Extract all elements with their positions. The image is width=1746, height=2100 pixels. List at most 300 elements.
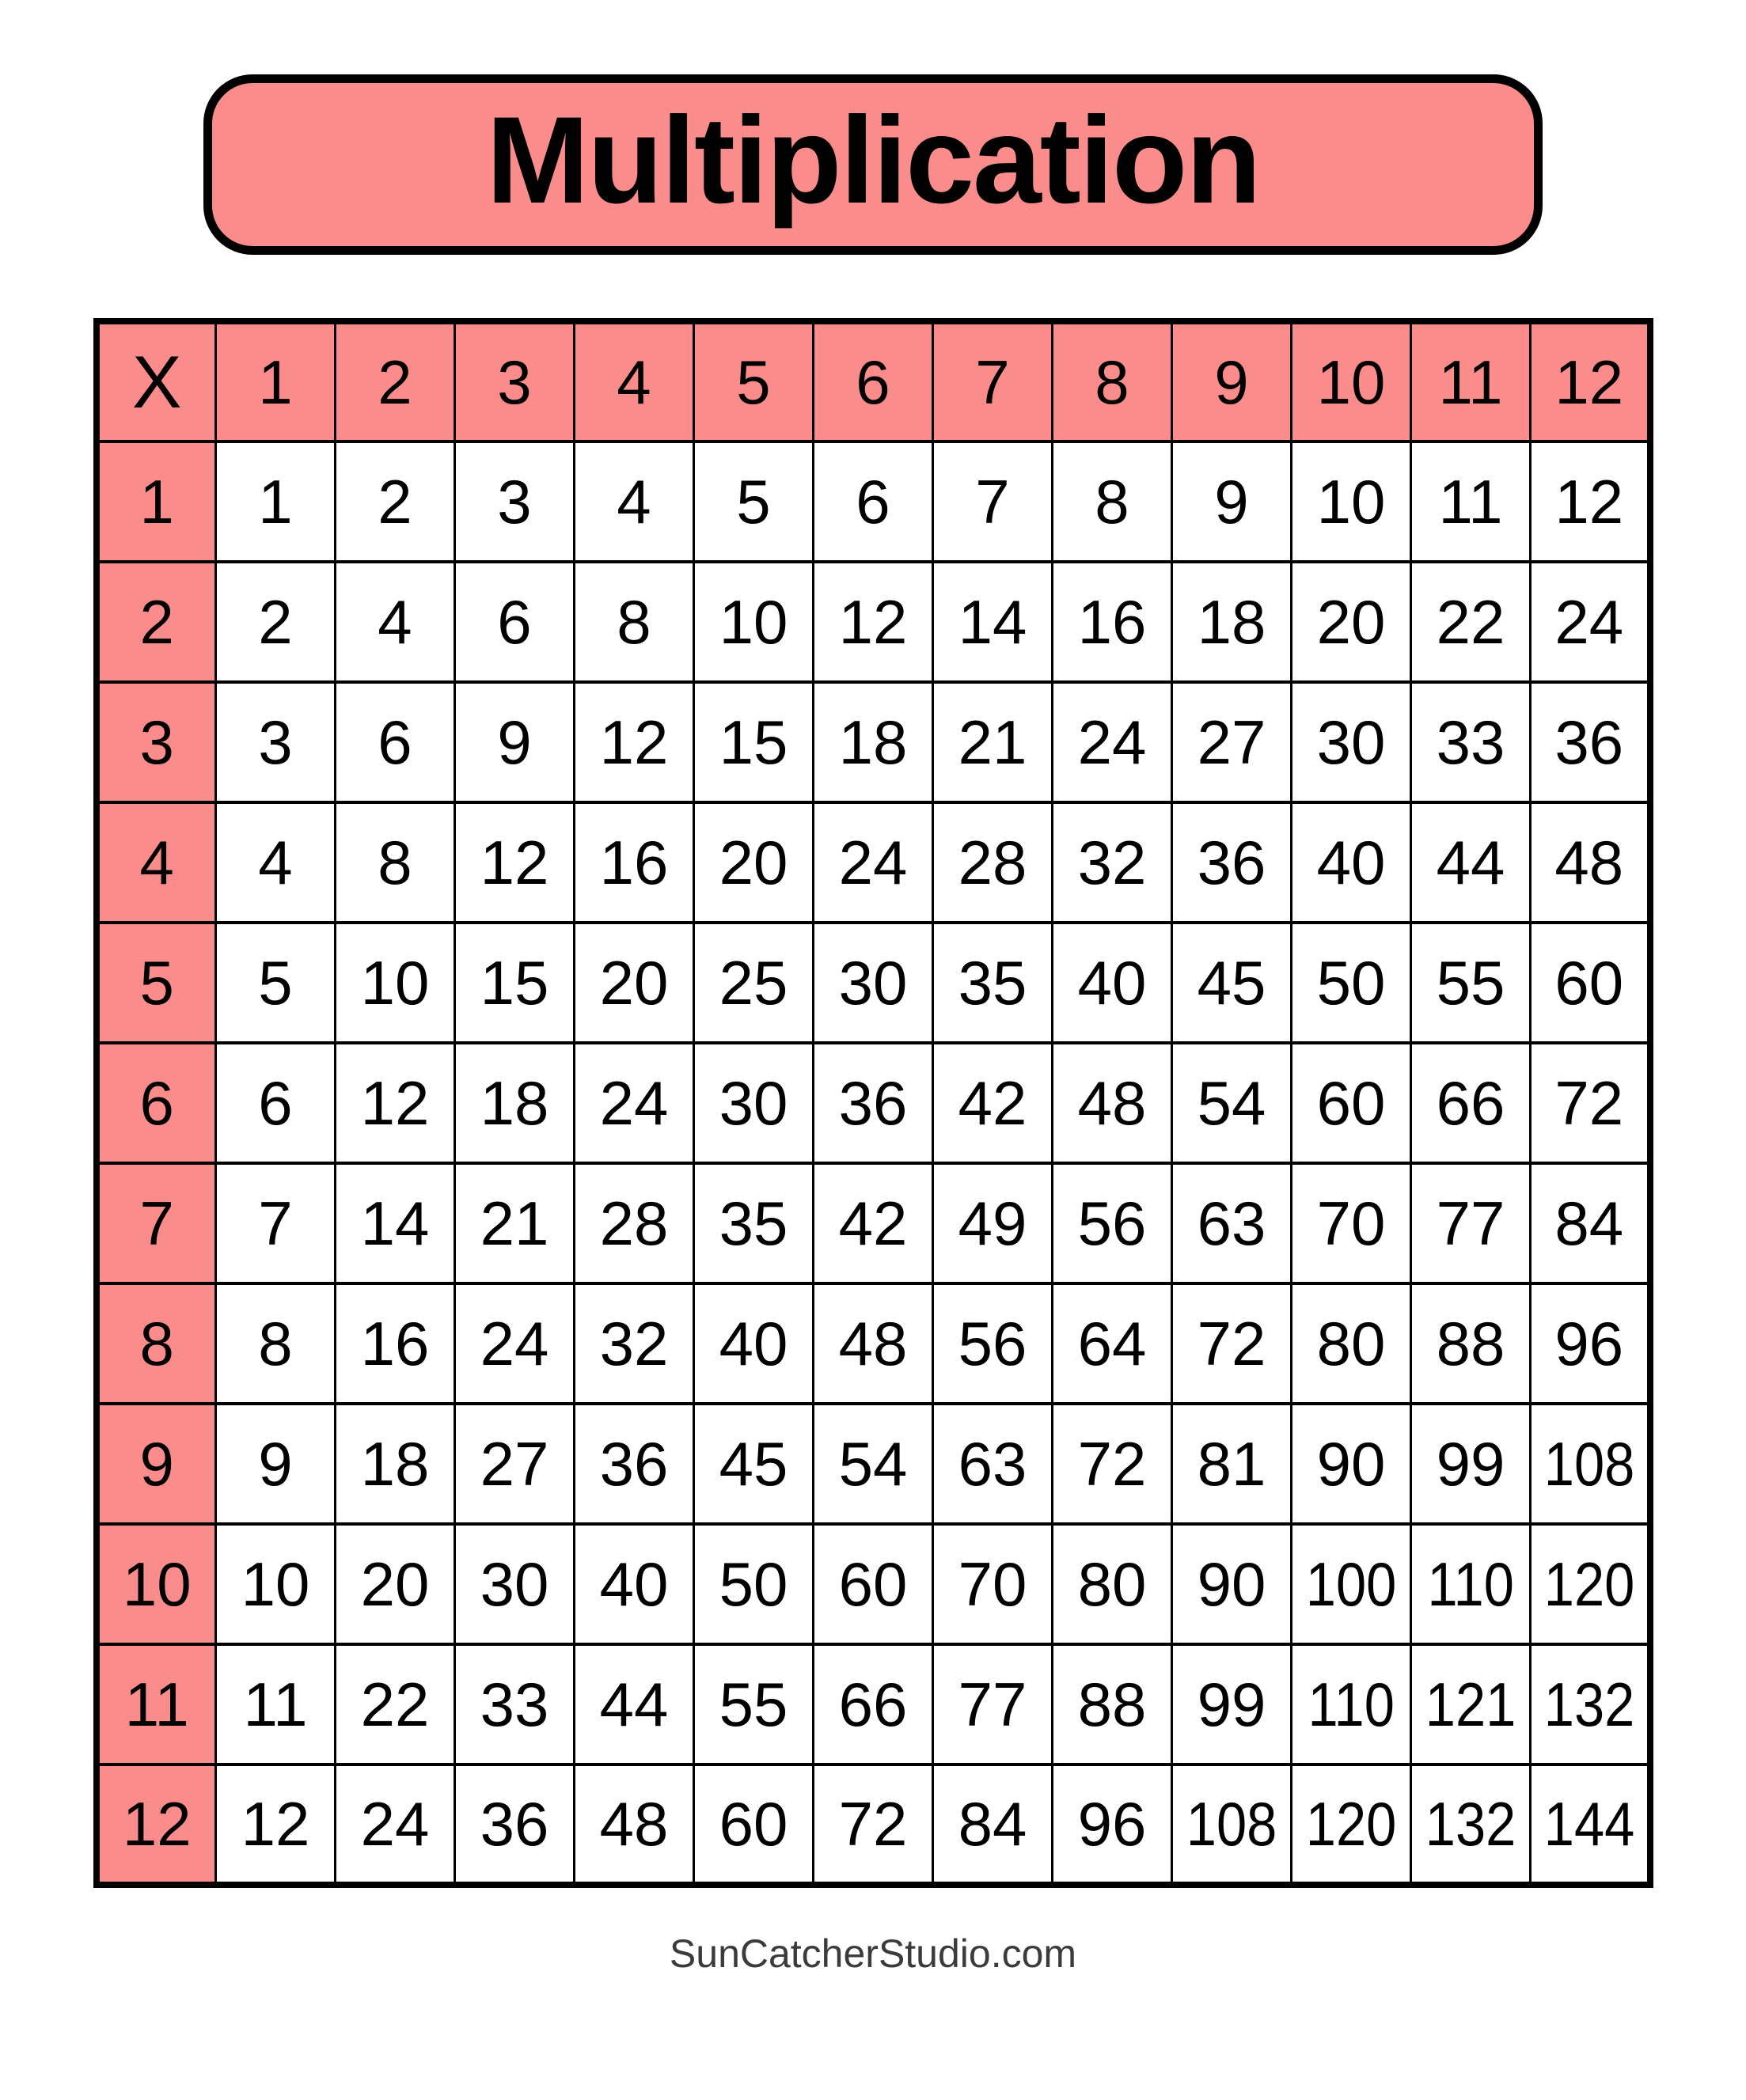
- title-banner: [203, 74, 1543, 255]
- product-cell-12x7-label: 84: [958, 1789, 1027, 1859]
- product-cell-7x1-label: 7: [258, 1188, 293, 1258]
- product-cell-11x1: [216, 1644, 336, 1765]
- product-cell-3x11-label: 33: [1436, 707, 1505, 777]
- product-cell-8x8-label: 64: [1077, 1309, 1147, 1378]
- product-cell-1x2-label: 2: [378, 467, 412, 536]
- product-cell-10x5-label: 50: [719, 1549, 788, 1619]
- product-cell-12x1: [216, 1765, 336, 1885]
- product-cell-7x5-label: 35: [719, 1188, 788, 1258]
- column-header-1: [216, 321, 336, 442]
- product-cell-6x5: [694, 1043, 814, 1163]
- product-cell-9x6-label: 54: [838, 1429, 908, 1499]
- row-header-2-label: 2: [139, 587, 174, 657]
- product-cell-8x6: [814, 1283, 933, 1404]
- product-cell-10x9: [1172, 1524, 1292, 1644]
- product-cell-9x5: [694, 1404, 814, 1524]
- product-cell-7x10-label: 70: [1316, 1188, 1386, 1258]
- product-cell-4x9-label: 36: [1197, 828, 1266, 897]
- product-cell-9x1: [216, 1404, 336, 1524]
- product-cell-4x1: [216, 802, 336, 923]
- product-cell-2x6: [814, 562, 933, 682]
- product-cell-6x11: [1411, 1043, 1531, 1163]
- product-cell-3x8-label: 24: [1077, 707, 1147, 777]
- product-cell-1x5: [694, 442, 814, 562]
- product-cell-2x12: [1531, 562, 1650, 682]
- product-cell-6x1-label: 6: [258, 1068, 293, 1138]
- table-row-3: [97, 682, 1650, 802]
- product-cell-2x12-label: 24: [1554, 587, 1624, 657]
- product-cell-4x8-label: 32: [1077, 828, 1147, 897]
- product-cell-6x8-label: 48: [1077, 1068, 1147, 1138]
- column-header-9: [1172, 321, 1292, 442]
- product-cell-10x1-label: 10: [241, 1549, 310, 1619]
- column-header-7: [933, 321, 1053, 442]
- product-cell-5x3-label: 15: [480, 948, 549, 1018]
- product-cell-3x12: [1531, 682, 1650, 802]
- product-cell-3x1: [216, 682, 336, 802]
- row-header-8: [97, 1283, 216, 1404]
- product-cell-2x4-label: 8: [617, 587, 651, 657]
- row-header-8-label: 8: [139, 1309, 174, 1378]
- row-header-3: [97, 682, 216, 802]
- product-cell-12x4: [575, 1765, 694, 1885]
- product-cell-11x12: [1531, 1644, 1650, 1765]
- product-cell-7x4-label: 28: [599, 1188, 669, 1258]
- product-cell-11x7: [933, 1644, 1053, 1765]
- product-cell-12x11: [1411, 1765, 1531, 1885]
- product-cell-12x2: [336, 1765, 455, 1885]
- product-cell-3x3: [455, 682, 575, 802]
- product-cell-1x7: [933, 442, 1053, 562]
- row-header-1-label: 1: [139, 467, 174, 536]
- table-row-7: [97, 1163, 1650, 1283]
- row-header-7: [97, 1163, 216, 1283]
- product-cell-10x8: [1053, 1524, 1172, 1644]
- product-cell-5x5-label: 25: [719, 948, 788, 1018]
- product-cell-2x8: [1053, 562, 1172, 682]
- row-header-5-label: 5: [139, 948, 174, 1018]
- table-row-2: [97, 562, 1650, 682]
- product-cell-8x10: [1292, 1283, 1411, 1404]
- product-cell-12x6: [814, 1765, 933, 1885]
- product-cell-7x11: [1411, 1163, 1531, 1283]
- product-cell-10x11: [1411, 1524, 1531, 1644]
- product-cell-3x12-label: 36: [1554, 707, 1624, 777]
- product-cell-1x7-label: 7: [975, 467, 1010, 536]
- product-cell-12x3-label: 36: [480, 1789, 549, 1859]
- product-cell-6x12: [1531, 1043, 1650, 1163]
- product-cell-4x3: [455, 802, 575, 923]
- column-header-5-label: 5: [736, 347, 771, 417]
- table-row-8: [97, 1283, 1650, 1404]
- product-cell-5x5: [694, 923, 814, 1043]
- row-header-7-label: 7: [139, 1188, 174, 1258]
- product-cell-5x6-label: 30: [838, 948, 908, 1018]
- product-cell-11x11: [1411, 1644, 1531, 1765]
- product-cell-1x9: [1172, 442, 1292, 562]
- product-cell-2x2: [336, 562, 455, 682]
- product-cell-6x7-label: 42: [958, 1068, 1027, 1138]
- product-cell-12x9: [1172, 1765, 1292, 1885]
- table-row-4: [97, 802, 1650, 923]
- product-cell-1x8: [1053, 442, 1172, 562]
- column-header-12: [1531, 321, 1650, 442]
- product-cell-7x11-label: 77: [1436, 1188, 1505, 1258]
- product-cell-8x4-label: 32: [599, 1309, 669, 1378]
- product-cell-10x12: [1531, 1524, 1650, 1644]
- product-cell-4x2-label: 8: [378, 828, 412, 897]
- product-cell-12x7: [933, 1765, 1053, 1885]
- product-cell-5x10-label: 50: [1316, 948, 1386, 1018]
- product-cell-2x5-label: 10: [719, 587, 788, 657]
- product-cell-10x6: [814, 1524, 933, 1644]
- product-cell-11x4-label: 44: [599, 1670, 669, 1739]
- product-cell-4x7-label: 28: [958, 828, 1027, 897]
- column-header-7-label: 7: [975, 347, 1010, 417]
- product-cell-5x9: [1172, 923, 1292, 1043]
- product-cell-5x1: [216, 923, 336, 1043]
- product-cell-4x10: [1292, 802, 1411, 923]
- product-cell-9x9-label: 81: [1197, 1429, 1266, 1499]
- product-cell-6x10-label: 60: [1316, 1068, 1386, 1138]
- product-cell-9x9: [1172, 1404, 1292, 1524]
- product-cell-6x3-label: 18: [480, 1068, 549, 1138]
- product-cell-12x5: [694, 1765, 814, 1885]
- product-cell-7x12-label: 84: [1554, 1188, 1624, 1258]
- product-cell-1x2: [336, 442, 455, 562]
- product-cell-12x5-label: 60: [719, 1789, 788, 1859]
- product-cell-5x9-label: 45: [1197, 948, 1266, 1018]
- table-row-11: [97, 1644, 1650, 1765]
- product-cell-5x7: [933, 923, 1053, 1043]
- product-cell-4x12-label: 48: [1554, 828, 1624, 897]
- product-cell-7x9-label: 63: [1197, 1188, 1266, 1258]
- product-cell-1x10-label: 10: [1316, 467, 1386, 536]
- product-cell-12x10: [1292, 1765, 1411, 1885]
- column-header-6: [814, 321, 933, 442]
- product-cell-1x11: [1411, 442, 1531, 562]
- product-cell-9x11-label: 99: [1436, 1429, 1505, 1499]
- product-cell-5x6: [814, 923, 933, 1043]
- product-cell-7x5: [694, 1163, 814, 1283]
- product-cell-12x9-label: 108: [1186, 1789, 1277, 1859]
- product-cell-3x2-label: 6: [378, 707, 412, 777]
- product-cell-7x1: [216, 1163, 336, 1283]
- row-header-2: [97, 562, 216, 682]
- row-header-12: [97, 1765, 216, 1885]
- product-cell-7x8: [1053, 1163, 1172, 1283]
- table-row-10: [97, 1524, 1650, 1644]
- product-cell-5x8: [1053, 923, 1172, 1043]
- product-cell-11x2-label: 22: [360, 1670, 430, 1739]
- product-cell-7x4: [575, 1163, 694, 1283]
- row-header-6-label: 6: [139, 1068, 174, 1138]
- product-cell-4x11: [1411, 802, 1531, 923]
- product-cell-8x7-label: 56: [958, 1309, 1027, 1378]
- product-cell-10x7: [933, 1524, 1053, 1644]
- product-cell-1x3-label: 3: [497, 467, 532, 536]
- product-cell-2x11: [1411, 562, 1531, 682]
- product-cell-8x8: [1053, 1283, 1172, 1404]
- product-cell-3x4: [575, 682, 694, 802]
- product-cell-2x2-label: 4: [378, 587, 412, 657]
- column-header-3-label: 3: [497, 347, 532, 417]
- table-row-1: [97, 442, 1650, 562]
- column-header-2-label: 2: [378, 347, 412, 417]
- product-cell-11x3-label: 33: [480, 1670, 549, 1739]
- product-cell-8x3-label: 24: [480, 1309, 549, 1378]
- product-cell-7x2: [336, 1163, 455, 1283]
- product-cell-5x11-label: 55: [1436, 948, 1505, 1018]
- product-cell-11x6: [814, 1644, 933, 1765]
- product-cell-8x12: [1531, 1283, 1650, 1404]
- product-cell-11x8-label: 88: [1077, 1670, 1147, 1739]
- product-cell-9x5-label: 45: [719, 1429, 788, 1499]
- product-cell-8x12-label: 96: [1554, 1309, 1624, 1378]
- product-cell-11x7-label: 77: [958, 1670, 1027, 1739]
- column-header-11-label: 11: [1438, 347, 1503, 417]
- product-cell-4x3-label: 12: [480, 828, 549, 897]
- product-cell-5x12: [1531, 923, 1650, 1043]
- table-row-9: [97, 1404, 1650, 1524]
- product-cell-11x9-label: 99: [1197, 1670, 1266, 1739]
- product-cell-3x3-label: 9: [497, 707, 532, 777]
- product-cell-4x1-label: 4: [258, 828, 293, 897]
- column-header-11: [1411, 321, 1531, 442]
- product-cell-4x5-label: 20: [719, 828, 788, 897]
- column-header-10-label: 10: [1316, 347, 1386, 417]
- footer-credit: SunCatcherStudio.com: [669, 1931, 1077, 1976]
- product-cell-10x10: [1292, 1524, 1411, 1644]
- product-cell-2x4: [575, 562, 694, 682]
- product-cell-7x6-label: 42: [838, 1188, 908, 1258]
- product-cell-2x7: [933, 562, 1053, 682]
- product-cell-3x5: [694, 682, 814, 802]
- product-cell-11x2: [336, 1644, 455, 1765]
- product-cell-6x12-label: 72: [1554, 1068, 1624, 1138]
- product-cell-12x2-label: 24: [360, 1789, 430, 1859]
- product-cell-9x4-label: 36: [599, 1429, 669, 1499]
- product-cell-11x5: [694, 1644, 814, 1765]
- product-cell-2x3-label: 6: [497, 587, 532, 657]
- column-header-1-label: 1: [258, 347, 293, 417]
- product-cell-7x3-label: 21: [480, 1188, 549, 1258]
- product-cell-4x4-label: 16: [599, 828, 669, 897]
- product-cell-1x1: [216, 442, 336, 562]
- product-cell-7x10: [1292, 1163, 1411, 1283]
- product-cell-10x10-label: 100: [1305, 1549, 1397, 1619]
- product-cell-2x9-label: 18: [1197, 587, 1266, 657]
- column-header-4-label: 4: [617, 347, 651, 417]
- product-cell-10x2: [336, 1524, 455, 1644]
- product-cell-6x5-label: 30: [719, 1068, 788, 1138]
- product-cell-7x6: [814, 1163, 933, 1283]
- column-header-4: [575, 321, 694, 442]
- product-cell-9x10-label: 90: [1316, 1429, 1386, 1499]
- product-cell-6x2: [336, 1043, 455, 1163]
- product-cell-3x2: [336, 682, 455, 802]
- row-header-9: [97, 1404, 216, 1524]
- product-cell-3x11: [1411, 682, 1531, 802]
- product-cell-8x1-label: 8: [258, 1309, 293, 1378]
- product-cell-9x10: [1292, 1404, 1411, 1524]
- product-cell-5x3: [455, 923, 575, 1043]
- product-cell-1x9-label: 9: [1214, 467, 1249, 536]
- product-cell-7x8-label: 56: [1077, 1188, 1147, 1258]
- product-cell-10x12-label: 120: [1543, 1549, 1635, 1619]
- product-cell-3x10: [1292, 682, 1411, 802]
- product-cell-9x8-label: 72: [1077, 1429, 1147, 1499]
- product-cell-8x1: [216, 1283, 336, 1404]
- product-cell-10x7-label: 70: [958, 1549, 1027, 1619]
- page-title: Multiplication: [486, 92, 1260, 229]
- table-row-6: [97, 1043, 1650, 1163]
- product-cell-1x6-label: 6: [856, 467, 890, 536]
- product-cell-12x6-label: 72: [838, 1789, 908, 1859]
- product-cell-8x2: [336, 1283, 455, 1404]
- product-cell-3x6: [814, 682, 933, 802]
- row-header-6: [97, 1043, 216, 1163]
- product-cell-7x9: [1172, 1163, 1292, 1283]
- product-cell-7x3: [455, 1163, 575, 1283]
- product-cell-2x10-label: 20: [1316, 587, 1386, 657]
- product-cell-8x5-label: 40: [719, 1309, 788, 1378]
- product-cell-1x4-label: 4: [617, 467, 651, 536]
- product-cell-4x5: [694, 802, 814, 923]
- product-cell-3x9: [1172, 682, 1292, 802]
- product-cell-1x5-label: 5: [736, 467, 771, 536]
- product-cell-9x12: [1531, 1404, 1650, 1524]
- product-cell-10x6-label: 60: [838, 1549, 908, 1619]
- table-row-12: [97, 1765, 1650, 1885]
- product-cell-9x11: [1411, 1404, 1531, 1524]
- product-cell-9x3-label: 27: [480, 1429, 549, 1499]
- header-row: [97, 321, 1650, 442]
- product-cell-4x4: [575, 802, 694, 923]
- product-cell-11x4: [575, 1644, 694, 1765]
- product-cell-7x12: [1531, 1163, 1650, 1283]
- column-header-6-label: 6: [856, 347, 890, 417]
- product-cell-1x11-label: 11: [1438, 467, 1503, 536]
- product-cell-1x8-label: 8: [1095, 467, 1129, 536]
- product-cell-6x1: [216, 1043, 336, 1163]
- product-cell-1x12-label: 12: [1554, 467, 1624, 536]
- product-cell-8x2-label: 16: [360, 1309, 430, 1378]
- product-cell-7x7-label: 49: [958, 1188, 1027, 1258]
- product-cell-7x2-label: 14: [360, 1188, 430, 1258]
- product-cell-11x8: [1053, 1644, 1172, 1765]
- product-cell-5x2: [336, 923, 455, 1043]
- product-cell-8x3: [455, 1283, 575, 1404]
- product-cell-4x8: [1053, 802, 1172, 923]
- product-cell-8x5: [694, 1283, 814, 1404]
- product-cell-11x6-label: 66: [838, 1670, 908, 1739]
- product-cell-3x10-label: 30: [1316, 707, 1386, 777]
- product-cell-11x3: [455, 1644, 575, 1765]
- product-cell-12x1-label: 12: [241, 1789, 310, 1859]
- product-cell-10x9-label: 90: [1197, 1549, 1266, 1619]
- product-cell-5x1-label: 5: [258, 948, 293, 1018]
- product-cell-9x2-label: 18: [360, 1429, 430, 1499]
- product-cell-12x3: [455, 1765, 575, 1885]
- product-cell-6x4: [575, 1043, 694, 1163]
- product-cell-2x10: [1292, 562, 1411, 682]
- product-cell-5x10: [1292, 923, 1411, 1043]
- row-header-9-label: 9: [139, 1429, 174, 1499]
- product-cell-6x11-label: 66: [1436, 1068, 1505, 1138]
- row-header-10-label: 10: [122, 1549, 192, 1619]
- product-cell-8x9-label: 72: [1197, 1309, 1266, 1378]
- product-cell-8x7: [933, 1283, 1053, 1404]
- product-cell-9x12-label: 108: [1543, 1429, 1635, 1499]
- product-cell-2x6-label: 12: [838, 587, 908, 657]
- product-cell-12x12-label: 144: [1543, 1789, 1635, 1859]
- product-cell-8x10-label: 80: [1316, 1309, 1386, 1378]
- product-cell-10x3: [455, 1524, 575, 1644]
- column-header-12-label: 12: [1554, 347, 1624, 417]
- row-header-4: [97, 802, 216, 923]
- product-cell-9x4: [575, 1404, 694, 1524]
- product-cell-3x8: [1053, 682, 1172, 802]
- product-cell-9x7-label: 63: [958, 1429, 1027, 1499]
- row-header-3-label: 3: [139, 707, 174, 777]
- product-cell-5x4-label: 20: [599, 948, 669, 1018]
- product-cell-6x4-label: 24: [599, 1068, 669, 1138]
- product-cell-12x11-label: 132: [1425, 1789, 1516, 1859]
- product-cell-5x12-label: 60: [1554, 948, 1624, 1018]
- row-header-12-label: 12: [122, 1789, 192, 1859]
- product-cell-2x5: [694, 562, 814, 682]
- product-cell-11x9: [1172, 1644, 1292, 1765]
- product-cell-3x5-label: 15: [719, 707, 788, 777]
- column-header-5: [694, 321, 814, 442]
- product-cell-3x4-label: 12: [599, 707, 669, 777]
- product-cell-8x11: [1411, 1283, 1531, 1404]
- product-cell-3x7: [933, 682, 1053, 802]
- column-header-9-label: 9: [1214, 347, 1249, 417]
- product-cell-4x10-label: 40: [1316, 828, 1386, 897]
- column-header-10: [1292, 321, 1411, 442]
- product-cell-12x8-label: 96: [1077, 1789, 1147, 1859]
- product-cell-6x7: [933, 1043, 1053, 1163]
- product-cell-8x9: [1172, 1283, 1292, 1404]
- product-cell-2x7-label: 14: [958, 587, 1027, 657]
- row-header-10: [97, 1524, 216, 1644]
- product-cell-1x12: [1531, 442, 1650, 562]
- product-cell-11x10: [1292, 1644, 1411, 1765]
- product-cell-10x5: [694, 1524, 814, 1644]
- row-header-5: [97, 923, 216, 1043]
- product-cell-10x11-label: 110: [1427, 1549, 1514, 1619]
- product-cell-7x7: [933, 1163, 1053, 1283]
- multiplication-table: [93, 318, 1653, 1888]
- product-cell-9x2: [336, 1404, 455, 1524]
- product-cell-8x4: [575, 1283, 694, 1404]
- product-cell-6x6-label: 36: [838, 1068, 908, 1138]
- product-cell-11x10-label: 110: [1308, 1670, 1395, 1739]
- product-cell-6x2-label: 12: [360, 1068, 430, 1138]
- product-cell-8x11-label: 88: [1436, 1309, 1505, 1378]
- row-header-1: [97, 442, 216, 562]
- product-cell-12x8: [1053, 1765, 1172, 1885]
- product-cell-9x6: [814, 1404, 933, 1524]
- product-cell-1x1-label: 1: [258, 467, 293, 536]
- column-header-3: [455, 321, 575, 442]
- product-cell-6x6: [814, 1043, 933, 1163]
- product-cell-5x2-label: 10: [360, 948, 430, 1018]
- row-header-4-label: 4: [139, 828, 174, 897]
- product-cell-2x1: [216, 562, 336, 682]
